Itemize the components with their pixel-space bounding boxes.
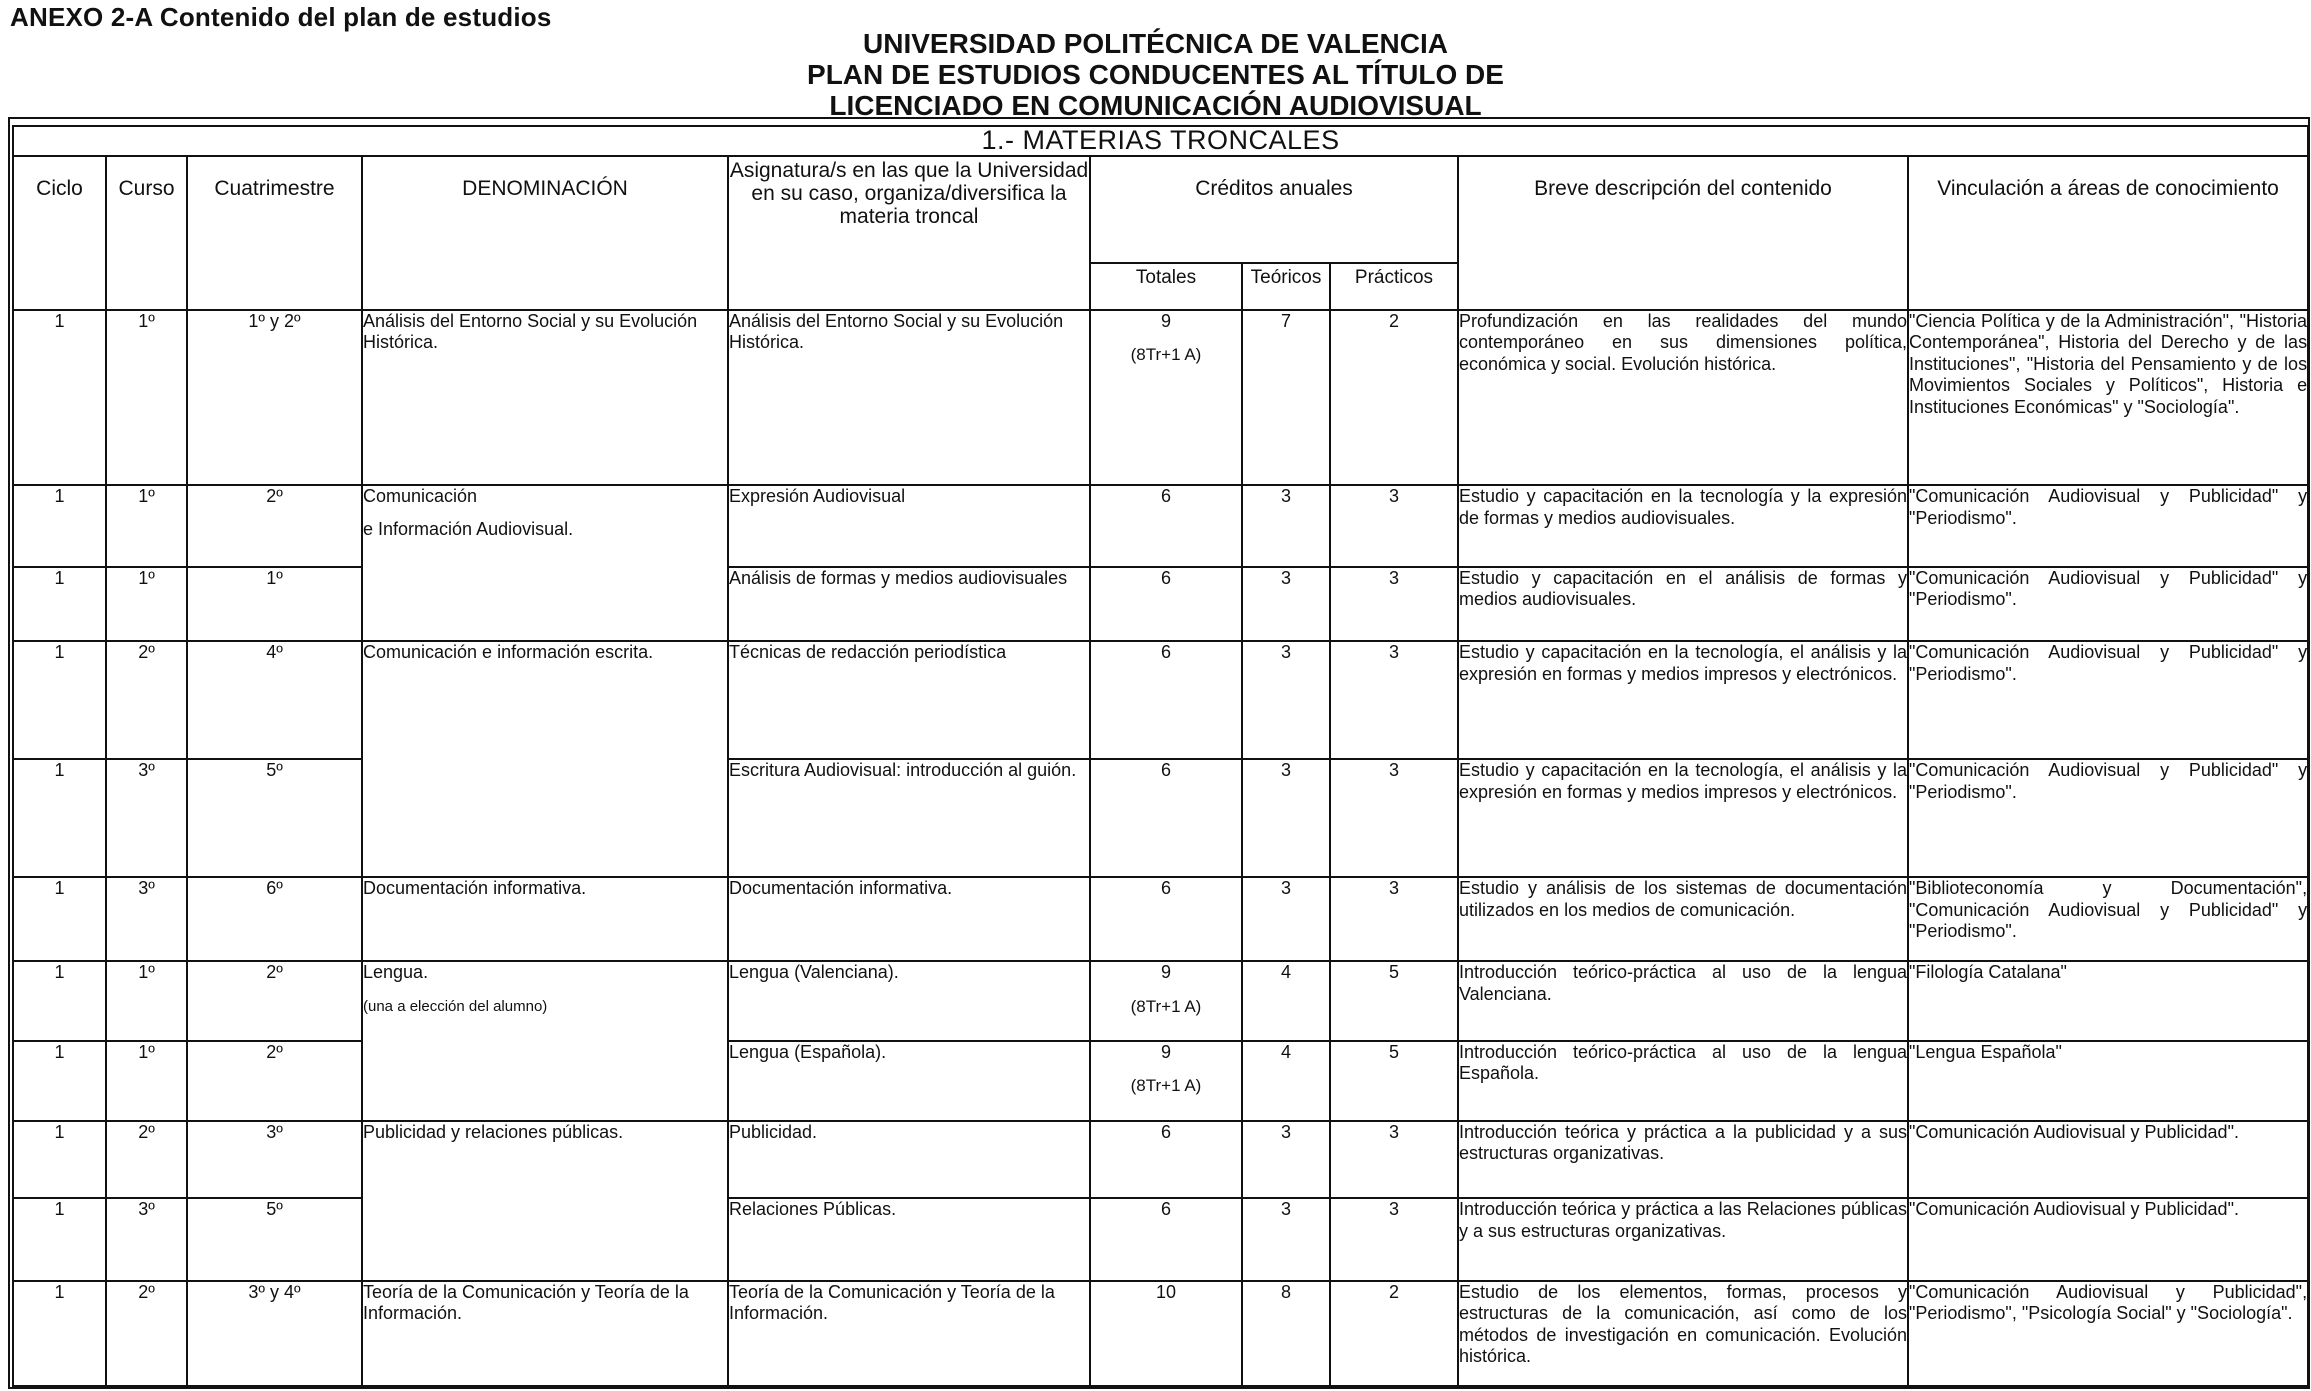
cell-vinculacion: "Comunicación Audiovisual y Publicidad". <box>1908 1198 2308 1281</box>
cell-totales <box>1090 1041 1242 1121</box>
cell-curso: 1º <box>106 1041 187 1121</box>
cell-cuatrimestre: 3º y 4º <box>187 1281 362 1386</box>
cell-totales: 6 <box>1090 759 1242 877</box>
cell-cuatrimestre: 1º <box>187 567 362 642</box>
cell-cuatrimestre: 3º <box>187 1121 362 1199</box>
table-row <box>13 310 2308 486</box>
cell-cuatrimestre: 5º <box>187 759 362 877</box>
cell-cuatrimestre: 5º <box>187 1198 362 1281</box>
col-header-vinculacion: Vinculación a áreas de conocimiento <box>1908 156 2308 309</box>
header-line-2: PLAN DE ESTUDIOS CONDUCENTES AL TÍTULO DE <box>807 59 1504 90</box>
cell-ciclo: 1 <box>13 961 106 1041</box>
cell-vinculacion: "Lengua Española" <box>1908 1041 2308 1121</box>
denominacion-line-1: Comunicación <box>363 486 478 507</box>
cell-curso: 2º <box>106 641 187 759</box>
cell-descripcion: Estudio y capacitación en el análisis de formas y medios audiovisuales. <box>1458 567 1908 642</box>
cell-asignatura: Lengua (Española). <box>728 1041 1090 1121</box>
cell-cuatrimestre: 6º <box>187 877 362 961</box>
cell-teoricos: 3 <box>1242 641 1330 759</box>
cell-cuatrimestre: 1º y 2º <box>187 310 362 486</box>
cell-vinculacion: "Comunicación Audiovisual y Publicidad", "Periodismo", "Psicología Social" y "Sociología". <box>1908 1281 2308 1386</box>
cell-practicos: 3 <box>1330 877 1458 961</box>
cell-asignatura: Publicidad. <box>728 1121 1090 1199</box>
cell-curso: 3º <box>106 759 187 877</box>
cell-vinculacion: "Comunicación Audiovisual y Publicidad" y "Periodismo". <box>1908 759 2308 877</box>
cell-vinculacion: "Ciencia Política y de la Administración", "Historia Contemporánea", Historia del Derecho y de las Instituciones", "Historia del Pensamiento y de los Movimientos Sociales y Políticos", Historia e Instituciones Económicas" y "Sociología". <box>1908 310 2308 486</box>
cell-practicos: 2 <box>1330 310 1458 486</box>
col-header-practicos: Prácticos <box>1330 263 1458 309</box>
cell-totales: 6 <box>1090 567 1242 642</box>
cell-cuatrimestre: 2º <box>187 1041 362 1121</box>
cell-asignatura: Teoría de la Comunicación y Teoría de la Información. <box>728 1281 1090 1386</box>
cell-asignatura: Análisis del Entorno Social y su Evolución Histórica. <box>728 310 1090 486</box>
cell-asignatura: Escritura Audiovisual: introducción al guión. <box>728 759 1090 877</box>
cell-denominacion: Teoría de la Comunicación y Teoría de la Información. <box>362 1281 728 1386</box>
section-title: 1.- MATERIAS TRONCALES <box>13 126 2308 156</box>
table-row <box>13 567 2308 642</box>
col-header-denominacion: DENOMINACIÓN <box>362 156 728 309</box>
annex-title: ANEXO 2-A Contenido del plan de estudios <box>10 2 552 32</box>
cell-asignatura: Relaciones Públicas. <box>728 1198 1090 1281</box>
cell-curso: 1º <box>106 310 187 486</box>
cell-teoricos: 3 <box>1242 485 1330 567</box>
cell-curso: 1º <box>106 961 187 1041</box>
cell-totales <box>1090 961 1242 1041</box>
table-row <box>13 961 2308 1041</box>
cell-teoricos: 3 <box>1242 877 1330 961</box>
cell-descripcion: Introducción teórica y práctica a las Relaciones públicas y a sus estructuras organizativas. <box>1458 1198 1908 1281</box>
table-row <box>13 877 2308 961</box>
cell-teoricos: 7 <box>1242 310 1330 486</box>
cell-curso: 3º <box>106 1198 187 1281</box>
col-header-ciclo: Ciclo <box>13 156 106 309</box>
cell-teoricos: 4 <box>1242 961 1330 1041</box>
cell-vinculacion: "Comunicación Audiovisual y Publicidad" y "Periodismo". <box>1908 567 2308 642</box>
document-header <box>0 28 2311 121</box>
col-header-totales: Totales <box>1090 263 1242 309</box>
cell-asignatura: Documentación informativa. <box>728 877 1090 961</box>
cell-denominacion: Comunicación e información escrita. <box>362 641 728 877</box>
cell-practicos: 5 <box>1330 1041 1458 1121</box>
cell-descripcion: Estudio de los elementos, formas, procesos y estructuras de la comunicación, así como de los métodos de investigación en comunicación. Evolución histórica. <box>1458 1281 1908 1386</box>
cell-ciclo: 1 <box>13 310 106 486</box>
denominacion-line-2: e Información Audiovisual. <box>363 518 574 539</box>
cell-descripcion: Estudio y capacitación en la tecnología y la expresión de formas y medios audiovisuales. <box>1458 485 1908 567</box>
cell-ciclo: 1 <box>13 877 106 961</box>
table-row <box>13 1198 2308 1281</box>
col-header-teoricos: Teóricos <box>1242 263 1330 309</box>
cell-teoricos: 3 <box>1242 567 1330 642</box>
cell-practicos: 5 <box>1330 961 1458 1041</box>
cell-ciclo: 1 <box>13 1041 106 1121</box>
cell-ciclo: 1 <box>13 1198 106 1281</box>
table-row <box>13 641 2308 759</box>
cell-curso: 1º <box>106 567 187 642</box>
table-row <box>13 485 2308 567</box>
totales-note: (8Tr+1 A) <box>1130 345 1202 365</box>
cell-descripcion: Profundización en las realidades del mundo contemporáneo en sus dimensiones política, económica y social. Evolución histórica. <box>1458 310 1908 486</box>
cell-totales: 6 <box>1090 641 1242 759</box>
cell-ciclo: 1 <box>13 567 106 642</box>
cell-ciclo: 1 <box>13 1121 106 1199</box>
cell-ciclo: 1 <box>13 759 106 877</box>
totales-value: 9 <box>1160 310 1171 331</box>
cell-practicos: 3 <box>1330 759 1458 877</box>
cell-descripcion: Introducción teórico-práctica al uso de la lengua Valenciana. <box>1458 961 1908 1041</box>
cell-teoricos: 3 <box>1242 759 1330 877</box>
cell-totales: 6 <box>1090 485 1242 567</box>
cell-totales: 6 <box>1090 1198 1242 1281</box>
cell-practicos: 3 <box>1330 1198 1458 1281</box>
cell-totales: 6 <box>1090 877 1242 961</box>
study-plan-table <box>12 125 2309 1387</box>
table-row <box>13 1041 2308 1121</box>
cell-totales: 10 <box>1090 1281 1242 1386</box>
cell-asignatura: Lengua (Valenciana). <box>728 961 1090 1041</box>
cell-practicos: 3 <box>1330 567 1458 642</box>
totales-note: (8Tr+1 A) <box>1130 1076 1202 1096</box>
cell-descripcion: Estudio y análisis de los sistemas de documentación utilizados en los medios de comunicación. <box>1458 877 1908 961</box>
cell-teoricos: 3 <box>1242 1121 1330 1199</box>
cell-practicos: 3 <box>1330 1121 1458 1199</box>
cell-teoricos: 8 <box>1242 1281 1330 1386</box>
cell-vinculacion: "Comunicación Audiovisual y Publicidad" y "Periodismo". <box>1908 641 2308 759</box>
cell-practicos: 3 <box>1330 641 1458 759</box>
header-line-3: LICENCIADO EN COMUNICACIÓN AUDIOVISUAL <box>829 90 1482 121</box>
totales-value: 9 <box>1160 1041 1171 1062</box>
col-header-curso: Curso <box>106 156 187 309</box>
cell-teoricos: 4 <box>1242 1041 1330 1121</box>
cell-asignatura: Análisis de formas y medios audiovisuales <box>728 567 1090 642</box>
cell-denominacion <box>362 961 728 1120</box>
cell-ciclo: 1 <box>13 485 106 567</box>
cell-descripcion: Introducción teórica y práctica a la publicidad y a sus estructuras organizativas. <box>1458 1121 1908 1199</box>
col-header-descripcion: Breve descripción del contenido <box>1458 156 1908 309</box>
col-header-asignatura: Asignatura/s en las que la Universidad en su caso, organiza/diversifica la materia troncal <box>728 156 1090 309</box>
cell-practicos: 3 <box>1330 485 1458 567</box>
cell-totales: 6 <box>1090 1121 1242 1199</box>
cell-cuatrimestre: 2º <box>187 485 362 567</box>
denominacion-note: (una a elección del alumno) <box>363 997 548 1015</box>
cell-curso: 1º <box>106 485 187 567</box>
cell-asignatura: Técnicas de redacción periodística <box>728 641 1090 759</box>
cell-denominacion: Publicidad y relaciones públicas. <box>362 1121 728 1281</box>
cell-cuatrimestre: 2º <box>187 961 362 1041</box>
cell-cuatrimestre: 4º <box>187 641 362 759</box>
cell-denominacion <box>362 485 728 641</box>
cell-teoricos: 3 <box>1242 1198 1330 1281</box>
cell-denominacion: Análisis del Entorno Social y su Evolución Histórica. <box>362 310 728 486</box>
cell-asignatura: Expresión Audiovisual <box>728 485 1090 567</box>
cell-vinculacion: "Comunicación Audiovisual y Publicidad" y "Periodismo". <box>1908 485 2308 567</box>
col-header-creditos: Créditos anuales <box>1090 156 1458 263</box>
denominacion-value: Lengua. <box>363 962 429 983</box>
cell-practicos: 2 <box>1330 1281 1458 1386</box>
cell-totales <box>1090 310 1242 486</box>
cell-curso: 2º <box>106 1281 187 1386</box>
cell-curso: 3º <box>106 877 187 961</box>
cell-denominacion: Documentación informativa. <box>362 877 728 961</box>
totales-note: (8Tr+1 A) <box>1130 996 1202 1016</box>
totales-value: 9 <box>1160 962 1171 983</box>
table-row <box>13 1121 2308 1199</box>
cell-vinculacion: "Biblioteconomía y Documentación", "Comunicación Audiovisual y Publicidad" y "Periodismo". <box>1908 877 2308 961</box>
cell-vinculacion: "Filología Catalana" <box>1908 961 2308 1041</box>
cell-ciclo: 1 <box>13 641 106 759</box>
cell-descripcion: Estudio y capacitación en la tecnología, el análisis y la expresión en formas y medios impresos y electrónicos. <box>1458 641 1908 759</box>
cell-ciclo: 1 <box>13 1281 106 1386</box>
cell-vinculacion: "Comunicación Audiovisual y Publicidad". <box>1908 1121 2308 1199</box>
cell-curso: 2º <box>106 1121 187 1199</box>
table-row <box>13 759 2308 877</box>
header-line-1: UNIVERSIDAD POLITÉCNICA DE VALENCIA <box>863 28 1448 59</box>
cell-descripcion: Estudio y capacitación en la tecnología, el análisis y la expresión en formas y medios impresos y electrónicos. <box>1458 759 1908 877</box>
table-row <box>13 1281 2308 1386</box>
cell-descripcion: Introducción teórico-práctica al uso de la lengua Española. <box>1458 1041 1908 1121</box>
col-header-cuatrimestre: Cuatrimestre <box>187 156 362 309</box>
